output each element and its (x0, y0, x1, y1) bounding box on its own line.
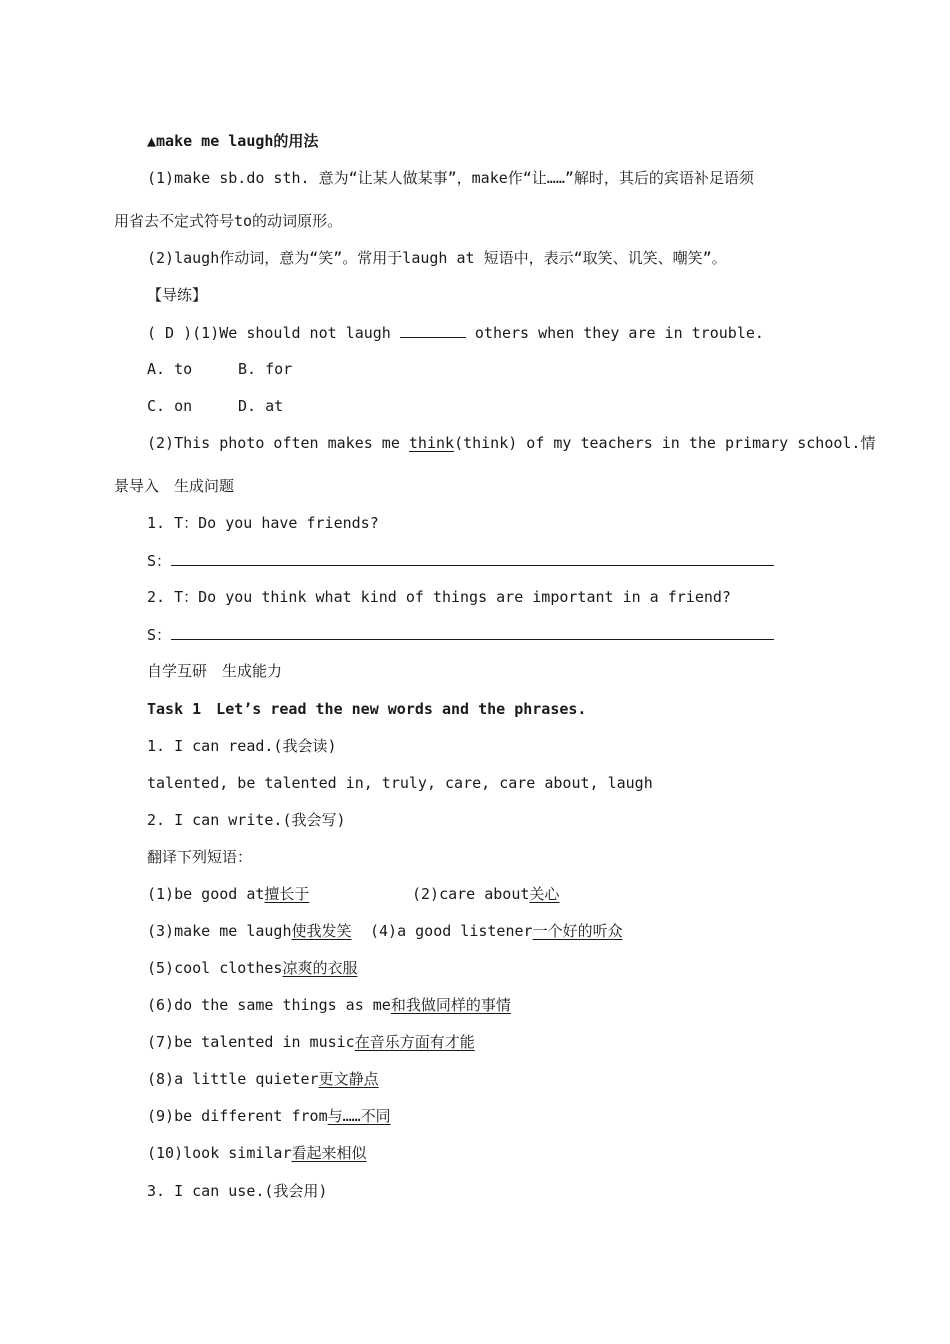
phrase-english: (4)a good listener (370, 922, 533, 940)
phrase-answer: 与……不同 (327, 1107, 391, 1125)
dialogue-question-1: 1. T：Do you have friends? (147, 514, 379, 532)
phrase-answer: 看起来相似 (291, 1144, 367, 1162)
task-1-heading: Task 1 Let’s read the new words and the phrases. (147, 700, 587, 718)
phrase-item (147, 1069, 379, 1089)
dialogue-answer-1 (147, 550, 774, 571)
phrase-answer: 擅长于 (264, 885, 310, 903)
phrase-answer: 更文静点 (318, 1070, 379, 1088)
question-1 (147, 322, 764, 343)
question-2-answer: think (408, 434, 455, 452)
question-1-suffix: others when they are in trouble. (465, 324, 764, 342)
answer-line (171, 624, 774, 640)
phrase-answer: 关心 (529, 885, 560, 903)
usage-point-1-line-1: (1)make sb.do sth. 意为“让某人做某事”，make作“让……”解时，其后的宾语补足语须 (147, 169, 754, 187)
phrase-answer: 在音乐方面有才能 (354, 1033, 475, 1051)
phrase-english: (1)be good at (147, 885, 265, 903)
translate-heading: 翻译下列短语： (147, 848, 253, 866)
phrase-english: (10)look similar (147, 1144, 292, 1162)
speaker-label: S： (147, 626, 172, 644)
phrase-item (147, 884, 309, 904)
phrase-english: (3)make me laugh (147, 922, 292, 940)
use-heading: 3. I can use.(我会用) (147, 1182, 328, 1200)
answer-blank (400, 322, 466, 338)
option-a: A. to (147, 360, 193, 378)
phrase-answer: 使我发笑 (291, 922, 352, 940)
question-2-suffix: (think) of my teachers in the primary school.情 (454, 434, 876, 452)
phrase-item (147, 921, 352, 941)
phrase-english: (5)cool clothes (147, 959, 283, 977)
phrase-item (147, 958, 357, 978)
phrase-english: (9)be different from (147, 1107, 328, 1125)
speaker-label: S： (147, 552, 172, 570)
usage-point-1-line-2: 用省去不定式符号to的动词原形。 (114, 212, 343, 230)
phrase-item (412, 884, 559, 904)
question-2 (147, 433, 875, 453)
phrase-item (147, 1032, 475, 1052)
phrase-english: (2)care about (412, 885, 530, 903)
section-title: ▲make me laugh的用法 (147, 132, 319, 150)
read-heading: 1. I can read.(我会读) (147, 737, 337, 755)
phrase-item (147, 1106, 391, 1126)
answer-line (171, 550, 774, 566)
practice-heading: 【导练】 (147, 286, 208, 304)
phrase-english: (8)a little quieter (147, 1070, 319, 1088)
dialogue-question-2: 2. T：Do you think what kind of things are important in a friend? (147, 588, 731, 606)
option-c: C. on (147, 397, 193, 415)
phrase-item (147, 1143, 367, 1163)
phrase-item (370, 921, 623, 941)
question-1-prefix: ( D )(1)We should not laugh (147, 324, 400, 342)
option-d: D. at (238, 397, 284, 415)
phrase-answer: 一个好的听众 (532, 922, 623, 940)
question-2-prefix: (2)This photo often makes me (147, 434, 409, 452)
phrase-answer: 凉爽的衣服 (282, 959, 358, 977)
read-words: talented, be talented in, truly, care, care about, laugh (147, 774, 653, 792)
question-2-line-2: 景导入 生成问题 (114, 477, 235, 495)
phrase-answer: 和我做同样的事情 (390, 996, 511, 1014)
dialogue-answer-2 (147, 624, 774, 645)
self-study-heading: 自学互研 生成能力 (147, 662, 283, 680)
phrase-english: (7)be talented in music (147, 1033, 355, 1051)
option-b: B. for (238, 360, 293, 378)
write-heading: 2. I can write.(我会写) (147, 811, 346, 829)
phrase-english: (6)do the same things as me (147, 996, 391, 1014)
usage-point-2: (2)laugh作动词，意为“笑”。常用于laugh at 短语中，表示“取笑、讥笑、嘲笑”。 (147, 249, 727, 267)
phrase-item (147, 995, 511, 1015)
